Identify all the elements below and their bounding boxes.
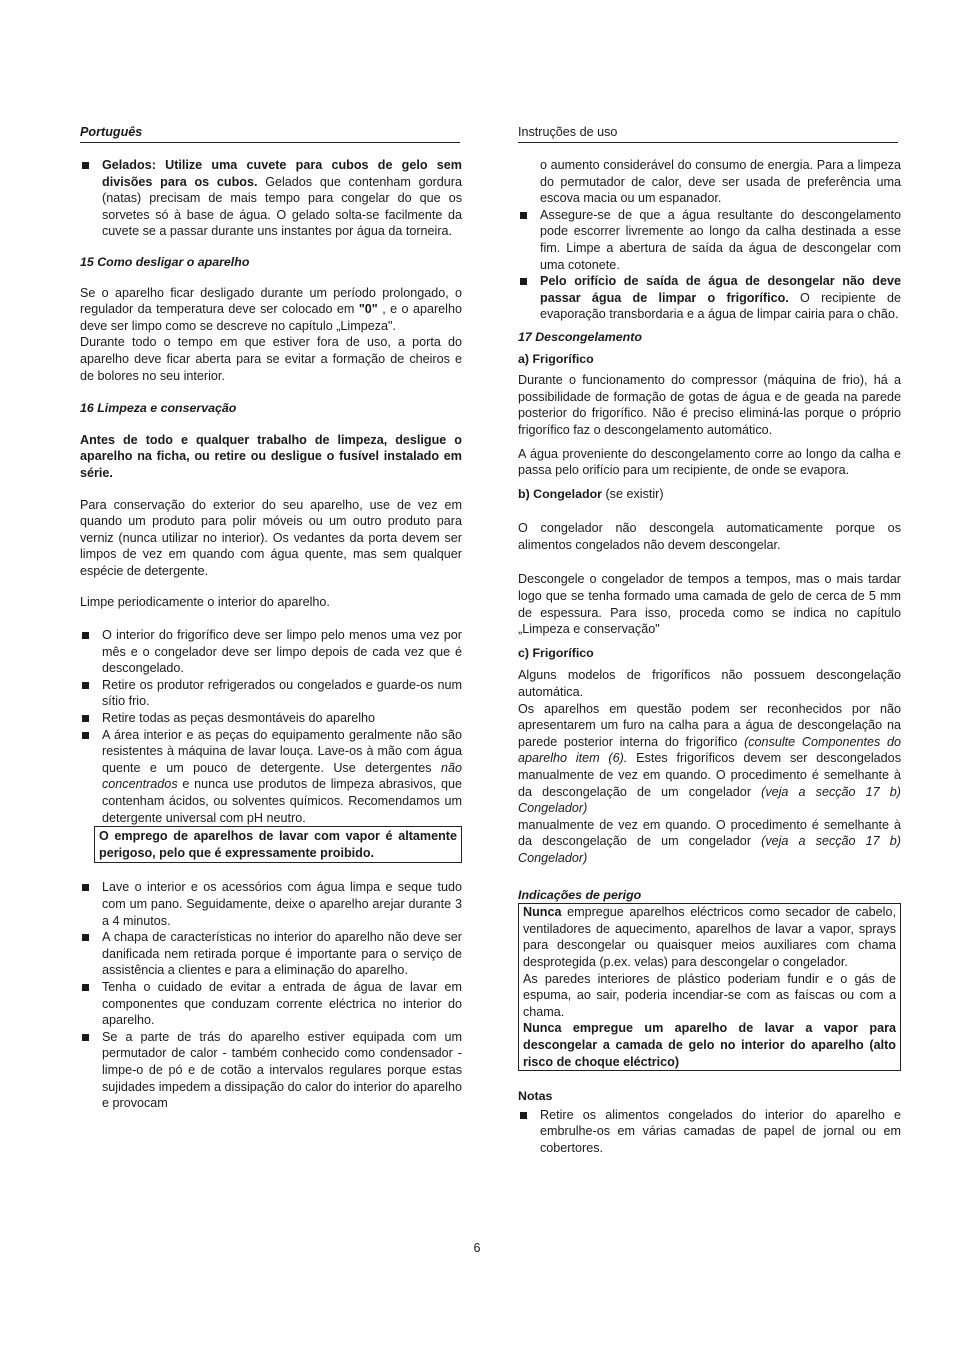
section-15-title: 15 Como desligar o aparelho bbox=[80, 254, 250, 269]
subsection-b-title: b) Congelador (se existir) bbox=[518, 486, 664, 501]
section-16-paragraph-2: Limpe periodicamente o interior do aparelho. bbox=[80, 595, 330, 610]
subsection-a-paragraph-2: A água proveniente do descongelamento corre ao longo da calha e passa pelo orifício para um recipiente, de onde se evapora. bbox=[518, 446, 901, 478]
header-rule-right bbox=[518, 142, 898, 143]
right-column bbox=[518, 157, 901, 1156]
gelados-list bbox=[80, 157, 462, 240]
list-item: Assegure-se de que a água resultante do descongelamento pode escorrer livremente ao longo da calha destinada a esse fim. Limpe a abertura de saída da água de descongelar com uma cotonete. bbox=[518, 207, 901, 273]
left-column bbox=[80, 157, 462, 1112]
subsection-a-paragraph-1: Durante o funcionamento do compressor (máquina de frio), há a possibilidade de formação de gotas de água e de geada na parede posterior do frigorífico. Não é preciso eliminá-las porque o próprio frigorífico faz o descongelamento automático. bbox=[518, 373, 901, 437]
subsection-a-title: a) Frigorífico bbox=[518, 351, 594, 366]
section-language-header: Português bbox=[80, 125, 143, 139]
section-16-safety-warning: Antes de todo e qualquer trabalho de limpeza, desligue o aparelho na ficha, ou retire ou desligue o fusível instalado em série. bbox=[80, 432, 462, 480]
danger-section-title: Indicações de perigo bbox=[518, 887, 642, 902]
section-16-paragraph-1: Para conservação do exterior do seu aparelho, use de vez em quando um produto para polir móveis ou um outro produto para verniz (nunca utilizar no interior). Os vedantes da porta devem ser limpos de vez em quando com água quente, mas sem qualquer espécie de detergente. bbox=[80, 497, 462, 578]
cleaning-list-1 bbox=[80, 627, 462, 826]
list-item: Pelo orifício de saída de água de desongelar não deve passar água de limpar o frigorífico. O recipiente de evaporação transbordaria e a água de limpar cairia para o chão. bbox=[518, 273, 901, 323]
subsection-c-title: c) Frigorífico bbox=[518, 645, 594, 660]
subsection-b-paragraph-1: O congelador não descongela automaticamente porque os alimentos congelados não devem descongelar. bbox=[518, 521, 901, 552]
subsection-c-paragraph-2: Os aparelhos em questão podem ser reconhecidos por não apresentarem um furo na calha para a água de descongelação na parede posterior interna do frigorífico (consulte Componentes do aparelho item (6). Estes frigoríficos devem ser descongelados manualmente de vez em quando. O procedimento é semelhante à da descongelação de um congelador (veja a secção 17 b) Congelador) bbox=[518, 701, 901, 816]
danger-paragraph-3: Nunca empregue um aparelho de lavar a vapor para descongelar a camada de gelo no interior do aparelho (alto risco de choque eléctrico) bbox=[523, 1021, 896, 1069]
danger-box bbox=[518, 903, 901, 1071]
subsection-b-paragraph-2: Descongele o congelador de tempos a tempos, mas o mais tardar logo que se tenha formado uma camada de gelo de cerca de 5 mm de espessura. Para isso, proceda como se indica no capítulo „Limpeza e conservação" bbox=[518, 572, 901, 637]
danger-paragraph-2: As paredes interiores de plástico poderiam fundir e o gás de espuma, ao sair, poderia incendiar-se com as faíscas ou com a chama. bbox=[523, 971, 896, 1019]
notes-title: Notas bbox=[518, 1089, 553, 1104]
danger-paragraph-1: Nunca empregue aparelhos eléctricos como secador de cabelo, ventiladores de aquecimento, aparelhos de lavar a vapor, sprays para descongelar ou quaisquer meios auxiliares com chama desprotegida (p.ex. velas) para descongelar o congelador. bbox=[523, 905, 896, 969]
list-item: Retire os produtor refrigerados ou congelados e guarde-os num sítio frio. bbox=[80, 677, 462, 710]
notes-list bbox=[518, 1107, 901, 1157]
gelados-item: Gelados: Utilize uma cuvete para cubos de gelo sem divisões para os cubos. Gelados que contenham gordura (natas) precisam de mais tempo para congelar do que os sorvetes só à base de água. O gelado solta-se facilmente da cuvete se a passar durante uns instantes por água da torneira. bbox=[80, 157, 462, 240]
list-item: Tenha o cuidado de evitar a entrada de água de lavar em componentes que conduzam corrente eléctrica no interior do aparelho. bbox=[80, 979, 462, 1029]
continued-paragraph: o aumento considerável do consumo de energia. Para a limpeza do permutador de calor, deve ser usada de preferência uma escova macia ou um espanador. bbox=[540, 158, 901, 206]
subsection-c-paragraph-1: Alguns modelos de frigoríficos não possuem descongelação automática. bbox=[518, 668, 901, 700]
document-title-header: Instruções de uso bbox=[518, 125, 618, 139]
section-15-paragraph-1: Se o aparelho ficar desligado durante um período prolongado, o regulador da temperatura deve ser colocado em "0" , e o aparelho deve ser limpo como se descreve no capítulo „Limpeza". bbox=[80, 285, 462, 333]
list-item: Retire os alimentos congelados do interior do aparelho e embrulhe-os em várias camadas de papel de jornal ou em cobertores. bbox=[518, 1107, 901, 1157]
page-number: 6 bbox=[473, 1241, 481, 1255]
steam-warning-box: O emprego de aparelhos de lavar com vapor é altamente perigoso, pelo que é expressamente proibido. bbox=[94, 826, 462, 863]
defrost-precautions-list bbox=[518, 207, 901, 323]
section-17-title: 17 Descongelamento bbox=[518, 329, 642, 344]
list-item: O interior do frigorífico deve ser limpo pelo menos uma vez por mês e o congelador deve ser limpo depois de cada vez que é descongelado. bbox=[80, 627, 462, 677]
section-15-paragraph-2: Durante todo o tempo em que estiver fora de uso, a porta do aparelho deve ficar aberta para se evitar a formação de cheiros e de bolores no seu interior. bbox=[80, 335, 462, 383]
section-16-title: 16 Limpeza e conservação bbox=[80, 401, 237, 416]
list-item: A chapa de características no interior do aparelho não deve ser danificada nem retirada porque é importante para o serviço de assistência a clientes e para a eliminação do aparelho. bbox=[80, 929, 462, 979]
subsection-c-paragraph-3: manualmente de vez em quando. O procedimento é semelhante à da descongelação de um congelador (veja a secção 17 b) Congelador) bbox=[518, 817, 901, 865]
list-item: Se a parte de trás do aparelho estiver equipada com um permutador de calor - também conhecido como condensador - limpe-o de pó e de cotão a intervalos regulares porque estas sujidades impedem a dissipação do calor do interior do aparelho e provocam bbox=[80, 1029, 462, 1112]
list-item: A área interior e as peças do equipamento geralmente não são resistentes à máquina de lavar louça. Lave-os à mão com água quente e um pouco de detergente. Use detergentes não concentrados e nunca use produtos de limpeza abrasivos, que contenham ácidos, ou solventes químicos. Recomendamos um detergente universal com pH neutro. bbox=[80, 727, 462, 827]
header-rule-left bbox=[80, 142, 460, 143]
list-item: Lave o interior e os acessórios com água limpa e seque tudo com um pano. Seguidamente, deixe o aparelho arejar durante 3 a 4 minutos. bbox=[80, 879, 462, 929]
cleaning-list-2 bbox=[80, 879, 462, 1111]
list-item: Retire todas as peças desmontáveis do aparelho bbox=[80, 710, 462, 727]
